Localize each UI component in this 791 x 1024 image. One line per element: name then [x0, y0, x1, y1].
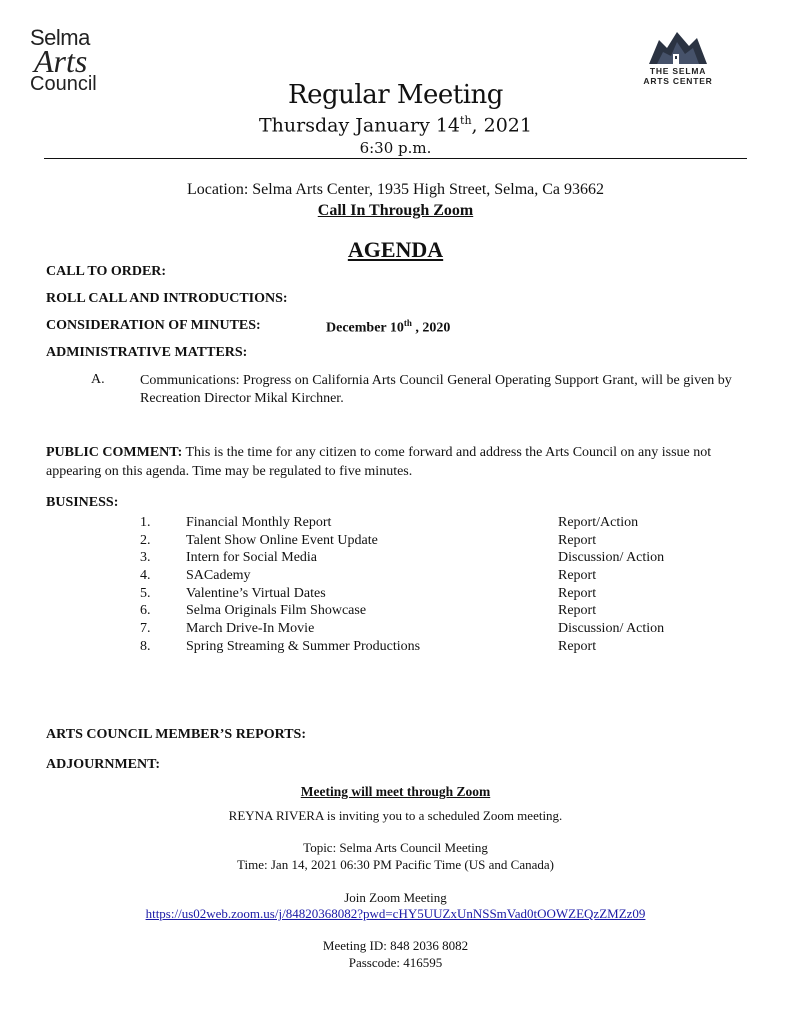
logo-line-selma: Selma	[30, 25, 90, 50]
header-divider	[44, 158, 747, 159]
zoom-topic: Topic: Selma Arts Council Meeting	[303, 840, 488, 855]
admin-item-letter: A.	[91, 372, 105, 387]
business-item-status: Report	[558, 532, 597, 548]
business-item-status: Discussion/ Action	[558, 621, 665, 637]
business-item-title: Valentine’s Virtual Dates	[186, 585, 326, 601]
call-in-zoom-heading: Call In Through Zoom	[317, 202, 474, 219]
business-item-title: Intern for Social Media	[186, 550, 318, 566]
call-to-order-heading: CALL TO ORDER:	[46, 264, 167, 279]
business-item	[140, 602, 700, 620]
business-item	[140, 567, 700, 585]
zoom-invite-text: REYNA RIVERA is inviting you to a scheduled Zoom meeting.	[228, 808, 563, 823]
business-heading: BUSINESS:	[46, 495, 119, 510]
business-item-number: 1.	[140, 515, 151, 530]
building-logo-icon	[647, 30, 709, 66]
logo-line-arts-center: ARTS CENTER	[643, 76, 713, 86]
public-comment-text: This is the time for any citizen to come forward and address the Arts Council on any issue not appearing on this agenda. Time may be regulated to five minutes.	[46, 445, 712, 479]
business-item-status: Discussion/ Action	[558, 550, 665, 566]
adjournment-heading: ADJOURNMENT:	[46, 757, 161, 772]
zoom-meeting-id: Meeting ID: 848 2036 8082	[322, 938, 469, 953]
meeting-time: 6:30 p.m.	[359, 139, 432, 157]
business-item-status: Report	[558, 585, 597, 601]
selma-arts-center-logo	[628, 30, 728, 86]
business-item-number: 7.	[140, 621, 151, 637]
zoom-link-row	[0, 906, 791, 922]
business-item-status: Report	[558, 638, 597, 654]
business-item-status: Report	[558, 603, 597, 619]
business-item-title: Spring Streaming & Summer Productions	[186, 638, 421, 654]
public-comment-label: PUBLIC COMMENT:	[46, 445, 183, 460]
date-suffix: th	[460, 114, 472, 127]
logo-line-arts: Arts	[34, 43, 88, 79]
business-item-number: 2.	[140, 532, 151, 548]
business-item-title: Talent Show Online Event Update	[186, 532, 378, 548]
zoom-passcode: Passcode: 416595	[348, 955, 443, 970]
minutes-date-main: December 10	[326, 320, 404, 336]
administrative-matters-heading: ADMINISTRATIVE MATTERS:	[46, 345, 248, 360]
member-reports-heading: ARTS COUNCIL MEMBER’S REPORTS:	[46, 727, 306, 742]
business-item	[140, 532, 700, 550]
zoom-time: Time: Jan 14, 2021 06:30 PM Pacific Time (US and Canada)	[237, 857, 554, 872]
business-item-title: SACademy	[186, 568, 251, 584]
zoom-join-label: Join Zoom Meeting	[344, 890, 447, 905]
meeting-location: Location: Selma Arts Center, 1935 High Street, Selma, Ca 93662	[186, 181, 605, 198]
business-list	[140, 514, 700, 656]
date-year: , 2021	[471, 114, 532, 137]
business-item-title: March Drive-In Movie	[186, 621, 315, 637]
business-item-title: Financial Monthly Report	[186, 515, 332, 530]
roll-call-heading: ROLL CALL AND INTRODUCTIONS:	[46, 291, 288, 306]
minutes-heading: CONSIDERATION OF MINUTES:	[46, 318, 261, 333]
logo-line-the-selma: THE SELMA	[649, 66, 707, 76]
date-main: Thursday January 14	[259, 114, 461, 137]
business-item-number: 8.	[140, 638, 151, 654]
business-item	[140, 549, 700, 567]
business-item-number: 5.	[140, 585, 151, 601]
business-item-number: 3.	[140, 550, 151, 566]
public-comment	[46, 443, 746, 481]
logo-line-council: Council	[30, 73, 97, 95]
page-title: Regular Meeting	[288, 80, 503, 110]
zoom-meeting-link[interactable]: https://us02web.zoom.us/j/84820368082?pwd=cHY5UUZxUnNSSmVad0tOOWZEQzZMZz09	[145, 906, 646, 921]
minutes-date	[326, 318, 450, 337]
business-item	[140, 620, 700, 638]
agenda-heading: AGENDA	[347, 237, 444, 262]
business-item-title: Selma Originals Film Showcase	[186, 603, 367, 619]
meeting-date	[0, 114, 791, 136]
minutes-date-suffix: th	[403, 318, 412, 328]
business-item	[140, 638, 700, 656]
admin-item-text: Communications: Progress on California Arts Council General Operating Support Grant, will be given by Recreation Director Mikal Kirchner.	[140, 373, 732, 406]
business-item-number: 4.	[140, 568, 151, 584]
business-item	[140, 514, 700, 532]
business-item-status: Report	[558, 568, 597, 584]
business-item	[140, 585, 700, 603]
business-item-number: 6.	[140, 603, 151, 619]
business-item-status: Report/Action	[558, 515, 639, 530]
zoom-meeting-heading: Meeting will meet through Zoom	[300, 784, 491, 799]
minutes-date-year: , 2020	[411, 320, 451, 336]
